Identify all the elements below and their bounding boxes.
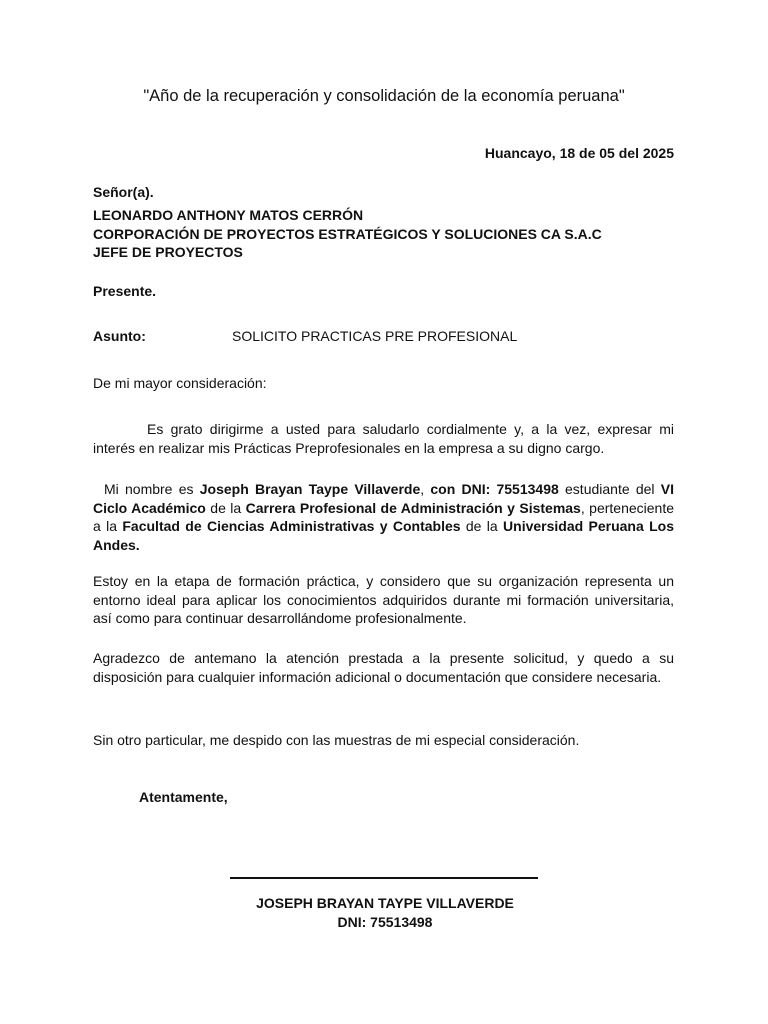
date-line: Huancayo, 18 de 05 del 2025 xyxy=(484,145,674,161)
year-motto: "Año de la recuperación y consolidación de la economía peruana" xyxy=(143,87,625,105)
p2-text-3: estudiante del xyxy=(558,481,661,497)
faculty-name: Facultad de Ciencias Administrativas y Contables xyxy=(122,518,461,535)
recipient-company: CORPORACIÓN DE PROYECTOS ESTRATÉGICOS Y SOLUCIONES CA S.A.C xyxy=(93,225,602,242)
greeting: De mi mayor consideración: xyxy=(93,375,267,391)
recipient-name: LEONARDO ANTHONY MATOS CERRÓN xyxy=(93,207,364,223)
signature-line xyxy=(230,877,538,879)
signature-name: JOSEPH BRAYAN TAYPE VILLAVERDE xyxy=(256,895,514,911)
recipient-position: JEFE DE PROYECTOS xyxy=(93,244,243,260)
p2-text-4: de la xyxy=(205,499,246,516)
student-name: Joseph Brayan Taype Villaverde xyxy=(199,481,421,497)
p2-text-5: , perteneciente a la xyxy=(93,499,675,535)
p2-text-6: de la xyxy=(460,518,504,535)
academic-cycle: VI Ciclo Académico xyxy=(93,481,674,516)
p2-text-1: Mi nombre es xyxy=(104,481,200,497)
paragraph-motivation: Estoy en la etapa de formación práctica, y considero que su organización representa un entorno ideal para aplicar los conocimientos adquiridos durante mi formación universitaria, así como para continuar desarrollándome profesionalmente. xyxy=(93,573,674,627)
salutation: Señor(a). xyxy=(93,184,154,200)
student-dni: con DNI: 75513498 xyxy=(430,481,559,497)
paragraph-intro: Es grato dirigirme a usted para saludarlo cordialmente y, a la vez, expresar mi interés en realizar mis Prácticas Preprofesionales en la empresa a su digno cargo. xyxy=(93,421,674,456)
recipient-block xyxy=(93,206,602,262)
p2-text-2: , xyxy=(420,481,431,497)
closing: Atentamente, xyxy=(139,789,228,805)
paragraph-student-info xyxy=(93,480,674,555)
subject-label: Asunto: xyxy=(93,328,146,344)
paragraph-thanks: Agradezco de antemano la atención prestada a la presente solicitud, y quedo a su disposición para cualquier información adicional o documentación que considere necesaria. xyxy=(93,650,674,685)
career-name: Carrera Profesional de Administración y Sistemas xyxy=(245,499,581,516)
paragraph-farewell: Sin otro particular, me despido con las muestras de mi especial consideración. xyxy=(93,732,580,748)
signature-dni: DNI: 75513498 xyxy=(337,914,433,930)
presente-label: Presente. xyxy=(93,283,157,299)
subject-value: SOLICITO PRACTICAS PRE PROFESIONAL xyxy=(232,328,518,344)
university-name: Universidad Peruana Los Andes. xyxy=(93,518,675,554)
